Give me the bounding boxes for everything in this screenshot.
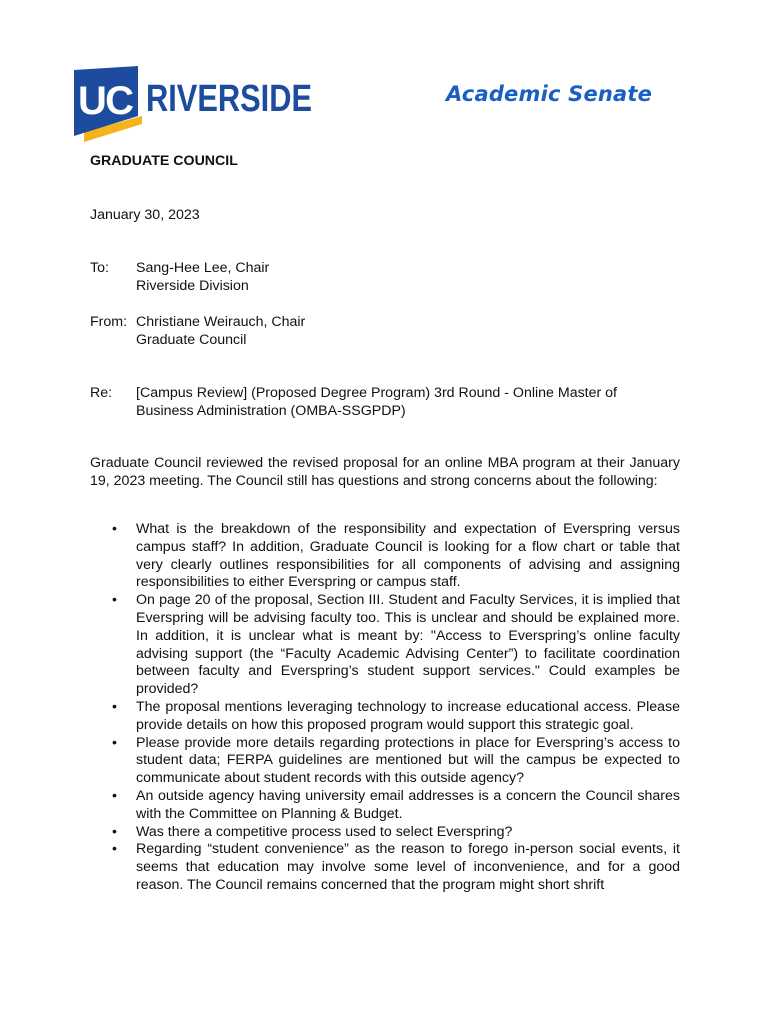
list-item bbox=[90, 735, 680, 788]
uc-riverside-logo bbox=[72, 64, 317, 144]
from-label: From: bbox=[90, 314, 128, 330]
list-item-text: Please provide more details regarding protections in place for Everspring’s access to student data; FERPA guidelines are mentioned but will the campus be expected to communicate about student records with this outside agency? bbox=[136, 734, 680, 787]
list-item-text: The proposal mentions leveraging technology to increase educational access. Please provide details on how this proposed program would support this strategic goal. bbox=[136, 698, 680, 733]
bullet-icon: • bbox=[112, 698, 117, 715]
list-item bbox=[90, 841, 680, 894]
list-item bbox=[90, 824, 680, 842]
bullet-icon: • bbox=[112, 521, 117, 537]
intro-paragraph: Graduate Council reviewed the revised proposal for an online MBA program at their January 19, 2023 meeting. The Council still has questions and strong concerns about the following: bbox=[90, 455, 680, 489]
to-line: Sang-Hee Lee, Chair bbox=[136, 260, 270, 276]
re-label: Re: bbox=[90, 385, 113, 401]
list-item bbox=[90, 592, 680, 699]
to-label: To: bbox=[90, 260, 109, 276]
bullet-icon: • bbox=[112, 592, 117, 609]
concerns-list bbox=[90, 521, 680, 895]
re-line: Business Administration (OMBA-SSGPDP) bbox=[136, 403, 406, 419]
bullet-icon: • bbox=[112, 823, 117, 840]
from-line: Christiane Weirauch, Chair bbox=[136, 314, 306, 330]
bullet-icon: • bbox=[112, 787, 117, 804]
from-line: Graduate Council bbox=[136, 332, 247, 348]
academic-senate-heading: Academic Senate bbox=[446, 82, 653, 106]
list-item-text: What is the breakdown of the responsibility and expectation of Everspring versus campus staff? In addition, Graduate Council is looking for a flow chart or table that very clearly outlines responsibilities for all components of advising and assigning responsibilities to either Everspring or campus staff. bbox=[136, 521, 680, 591]
bullet-icon: • bbox=[112, 734, 117, 751]
bullet-icon: • bbox=[112, 841, 117, 858]
list-item-text: An outside agency having university email addresses is a concern the Council shares with the Committee on Planning & Budget. bbox=[136, 787, 680, 822]
list-item-text: On page 20 of the proposal, Section III. Student and Faculty Services, it is implied that Everspring will be advising faculty too. This is unclear and should be explained more. In addition, it is unclear what is meant by: "Access to Everspring’s online faculty advising support (the “Faculty Academic Advising Center”) to facilitate coordination between faculty and Everspring’s student support services." Could examples be provided? bbox=[136, 592, 680, 698]
list-item-text: Was there a competitive process used to select Everspring? bbox=[136, 823, 513, 840]
list-item bbox=[90, 788, 680, 824]
council-name: GRADUATE COUNCIL bbox=[90, 153, 238, 169]
list-item bbox=[90, 521, 680, 592]
to-line: Riverside Division bbox=[136, 278, 249, 294]
logo-riverside-text: RIVERSIDE bbox=[146, 78, 312, 120]
memo-date: January 30, 2023 bbox=[90, 207, 200, 223]
memo-to bbox=[90, 259, 696, 295]
logo-uc-text: UC bbox=[78, 79, 134, 123]
memo-re bbox=[90, 384, 696, 420]
memo-from bbox=[90, 313, 696, 349]
re-line: [Campus Review] (Proposed Degree Program) 3rd Round - Online Master of bbox=[136, 385, 618, 401]
list-item-text: Regarding “student convenience” as the reason to forego in-person social events, it seems that education may involve some level of inconvenience, and for a good reason. The Council remains concerned that the program might short shrift bbox=[136, 841, 680, 893]
list-item bbox=[90, 699, 680, 735]
